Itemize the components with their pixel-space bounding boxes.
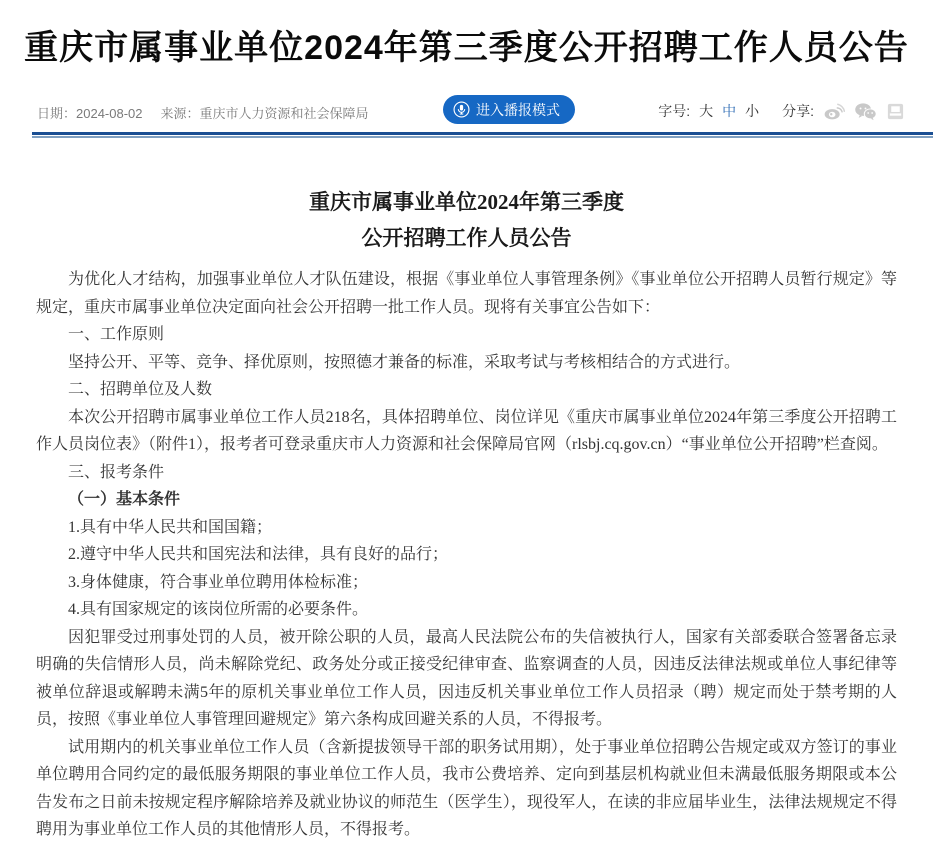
article-title-line1: 重庆市属事业单位2024年第三季度 bbox=[309, 190, 624, 214]
broadcast-mode-button[interactable] bbox=[443, 95, 575, 124]
source-label: 来源： bbox=[160, 106, 200, 121]
paragraph: 二、招聘单位及人数 bbox=[68, 381, 213, 398]
page-title: 重庆市属事业单位2024年第三季度公开招聘工作人员公告 bbox=[24, 29, 909, 67]
paragraph: 因犯罪受过刑事处罚的人员，被开除公职的人员，最高人民法院公布的失信被执行人，国家有关部委联合签署备忘录明确的失信情形人员，尚未解除党纪、政务处分或正接受纪律审查、监察调查的人员，因违反法律法规或单位人事纪律等被单位辞退或解聘未满5年的原机关事业单位工作人员，因违反机关事业单位工作人员招录（聘）规定而处于禁考期的人员，按照《事业单位人事管理回避规定》第六条构成回避关系的人员，不得报考。 bbox=[36, 628, 897, 728]
print-icon[interactable] bbox=[886, 102, 905, 121]
paragraph: 试用期内的机关事业单位工作人员（含新提拔领导干部的职务试用期），处于事业单位招聘公告规定或双方签订的事业单位聘用合同约定的最低服务期限的事业单位工作人员，我市公费培养、定向到基层机构就业但未满最低服务期限或本公告发布之日前未按规定程序解除培养及就业协议的师范生（医学生），现役军人，在读的非应届毕业生，法律法规规定不得聘用为事业单位工作人员的其他情形人员，不得报考。 bbox=[36, 738, 897, 838]
paragraph: 4.具有国家规定的该岗位所需的必要条件。 bbox=[68, 601, 369, 618]
header-divider bbox=[32, 132, 933, 138]
meta-bar bbox=[0, 96, 933, 128]
date-value: 2024-08-02 bbox=[76, 106, 143, 121]
date-label: 日期： bbox=[37, 106, 77, 121]
weibo-icon[interactable] bbox=[823, 102, 845, 121]
paragraph: 2.遵守中华人民共和国宪法和法律，具有良好的品行； bbox=[68, 546, 449, 563]
paragraph: 本次公开招聘市属事业单位工作人员218名，具体招聘单位、岗位详见《重庆市属事业单位2024年第三季度公开招聘工作人员岗位表》（附件1），报考者可登录重庆市人力资源和社会保障局官网（rlsbj.cq.gov.cn）“事业单位公开招聘”栏查阅。 bbox=[36, 408, 897, 453]
paragraph: 3.身体健康，符合事业单位聘用体检标准； bbox=[68, 573, 369, 591]
font-size-small[interactable]: 小 bbox=[745, 103, 760, 119]
source-value: 重庆市人力资源和社会保障局 bbox=[199, 106, 369, 121]
microphone-icon bbox=[453, 101, 470, 118]
paragraph: 三、报考条件 bbox=[68, 463, 165, 481]
paragraph: 为优化人才结构，加强事业单位人才队伍建设，根据《事业单位人事管理条例》《事业单位公开招聘人员暂行规定》等规定，重庆市属事业单位决定面向社会公开招聘一批工作人员。现将有关事宜公告如下： bbox=[36, 271, 897, 316]
paragraph: 坚持公开、平等、竞争、择优原则，按照德才兼备的标准，采取考试与考核相结合的方式进行。 bbox=[68, 353, 741, 371]
toolbar-controls bbox=[658, 101, 905, 121]
paragraph: 1.具有中华人民共和国国籍； bbox=[68, 518, 273, 536]
font-size-large[interactable]: 大 bbox=[699, 103, 714, 119]
article bbox=[0, 184, 933, 844]
wechat-icon[interactable] bbox=[854, 102, 877, 121]
paragraph: （一）基本条件 bbox=[68, 491, 181, 508]
broadcast-button-label: 进入播报模式 bbox=[476, 101, 560, 118]
font-size-medium[interactable]: 中 bbox=[722, 103, 737, 119]
font-size-label: 字号: bbox=[658, 103, 691, 119]
article-body bbox=[36, 266, 897, 844]
paragraph: 一、工作原则 bbox=[68, 326, 165, 343]
share-label: 分享: bbox=[782, 103, 814, 119]
article-title bbox=[36, 184, 897, 256]
meta-info bbox=[37, 103, 369, 122]
article-title-line2: 公开招聘工作人员公告 bbox=[361, 226, 572, 250]
